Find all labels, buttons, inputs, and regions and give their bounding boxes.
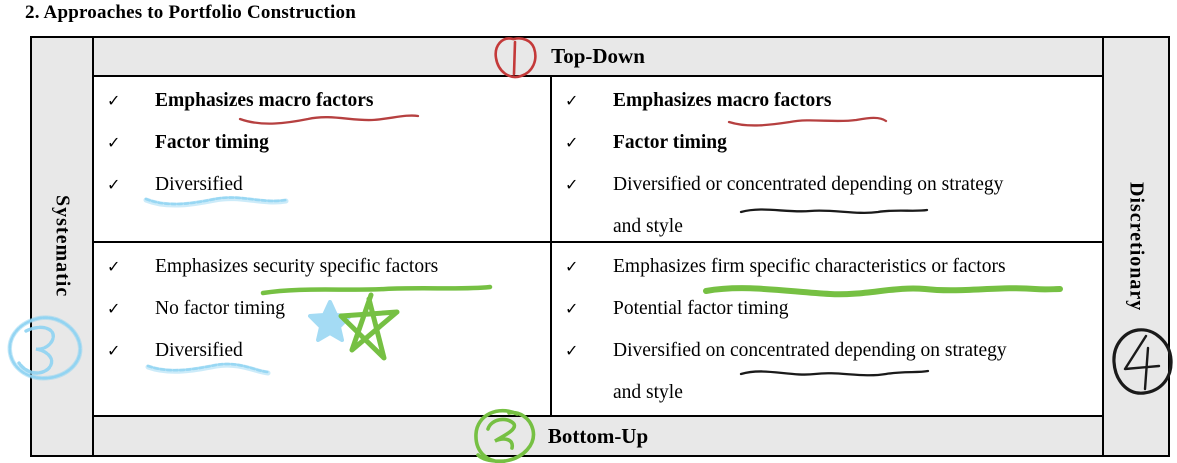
- row-header-systematic: [32, 38, 94, 455]
- checkmark-icon: ✓: [565, 257, 579, 276]
- checkmark-icon: ✓: [107, 299, 121, 318]
- top-down-label: Top-Down: [551, 44, 645, 68]
- item-text: Diversified on concentrated depending on strategy: [613, 340, 1007, 361]
- row-header-discretionary: [1102, 38, 1168, 455]
- item-text: Factor timing: [155, 132, 269, 153]
- list-item: [565, 330, 1096, 414]
- systematic-label: Systematic: [51, 195, 74, 298]
- list-item: [565, 288, 1096, 330]
- list-item: [565, 164, 1096, 248]
- item-text: Diversified or concentrated depending on strategy: [613, 174, 1004, 195]
- bottom-up-label: Bottom-Up: [547, 423, 649, 448]
- list-item: [107, 80, 544, 122]
- checkmark-icon: ✓: [107, 257, 121, 276]
- quadrant-discretionary-bottom-up: [552, 243, 1102, 415]
- checkmark-icon: ✓: [107, 341, 121, 360]
- list-item: [107, 288, 544, 330]
- quadrant-discretionary-top-down: [552, 77, 1102, 243]
- checkmark-icon: ✓: [107, 91, 121, 110]
- item-text: Potential factor timing: [613, 298, 789, 319]
- list-item: [107, 122, 544, 164]
- list-item: [565, 80, 1096, 122]
- item-text: Emphasizes security specific factors: [155, 256, 439, 277]
- portfolio-construction-table: [30, 36, 1170, 457]
- page-title: 2. Approaches to Portfolio Construction: [25, 2, 356, 23]
- item-text: Emphasizes macro factors: [613, 90, 832, 111]
- quadrant-systematic-top-down: [94, 77, 552, 243]
- list-item: [565, 246, 1096, 288]
- discretionary-label: Discretionary: [1125, 181, 1148, 312]
- checkmark-icon: ✓: [107, 175, 121, 194]
- item-text: and style: [613, 216, 683, 237]
- list-item: [107, 246, 544, 288]
- list-item: [565, 122, 1096, 164]
- item-text: and style: [613, 382, 683, 403]
- list-item: [107, 330, 544, 372]
- item-text: Emphasizes macro factors: [155, 90, 374, 111]
- item-text: Diversified: [155, 174, 243, 195]
- checkmark-icon: ✓: [565, 175, 579, 194]
- quadrant-systematic-bottom-up: [94, 243, 552, 415]
- item-text: Diversified: [155, 340, 243, 361]
- checkmark-icon: ✓: [107, 133, 121, 152]
- item-text: Emphasizes firm specific characteristics or factors: [613, 256, 1006, 277]
- checkmark-icon: ✓: [565, 133, 579, 152]
- item-text: Factor timing: [613, 132, 727, 153]
- checkmark-icon: ✓: [565, 299, 579, 318]
- checkmark-icon: ✓: [565, 341, 579, 360]
- col-header-top-down: [94, 38, 1102, 77]
- item-text: No factor timing: [155, 298, 285, 319]
- checkmark-icon: ✓: [565, 91, 579, 110]
- col-header-bottom-up: [94, 415, 1102, 455]
- list-item: [107, 164, 544, 206]
